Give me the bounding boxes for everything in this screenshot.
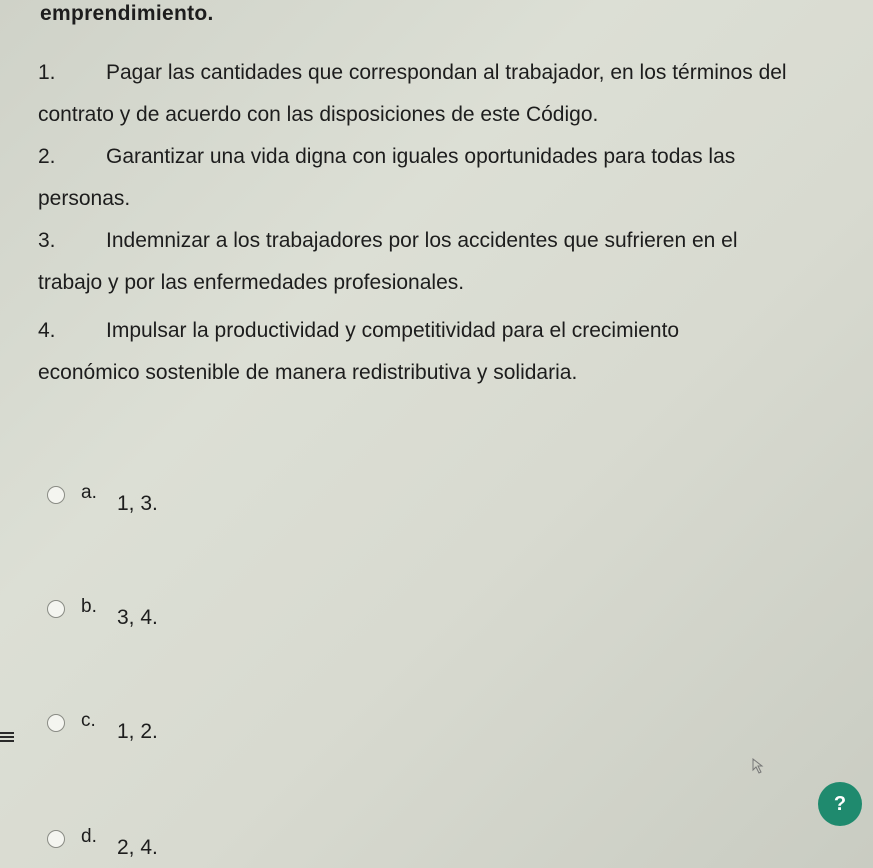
statement-text-line2: personas.	[38, 187, 131, 210]
statement-3	[38, 220, 858, 304]
radio-button[interactable]	[47, 714, 65, 732]
option-text: 3, 4.	[117, 606, 158, 629]
statement-number: 4.	[38, 319, 56, 342]
statement-text-line2: contrato y de acuerdo con las disposiciones de este Código.	[38, 103, 599, 126]
question-heading: emprendimiento.	[40, 2, 214, 25]
option-letter: c.	[81, 710, 96, 731]
cursor-arrow-icon	[752, 758, 766, 774]
help-button[interactable]: ?	[818, 782, 862, 826]
option-letter: d.	[81, 826, 97, 847]
statement-2	[38, 136, 858, 220]
statement-text-line2: trabajo y por las enfermedades profesionales.	[38, 271, 465, 294]
statement-4	[38, 310, 858, 394]
option-text: 2, 4.	[117, 836, 158, 859]
statement-1	[38, 52, 858, 136]
radio-button[interactable]	[47, 830, 65, 848]
statement-text-line1: Pagar las cantidades que correspondan al trabajador, en los términos del	[106, 61, 787, 84]
option-text: 1, 2.	[117, 720, 158, 743]
statement-text-line1: Indemnizar a los trabajadores por los accidentes que sufrieren en el	[106, 229, 738, 252]
option-letter: b.	[81, 596, 97, 617]
option-text: 1, 3.	[117, 492, 158, 515]
statement-text-line1: Impulsar la productividad y competitividad para el crecimiento	[106, 319, 680, 342]
statement-text-line2: económico sostenible de manera redistributiva y solidaria.	[38, 361, 578, 384]
statement-number: 1.	[38, 61, 56, 84]
radio-button[interactable]	[47, 600, 65, 618]
statement-text-line1: Garantizar una vida digna con iguales oportunidades para todas las	[106, 145, 736, 168]
hamburger-menu-icon[interactable]	[0, 732, 14, 746]
radio-button[interactable]	[47, 486, 65, 504]
option-letter: a.	[81, 482, 97, 503]
statement-number: 3.	[38, 229, 56, 252]
statement-number: 2.	[38, 145, 56, 168]
